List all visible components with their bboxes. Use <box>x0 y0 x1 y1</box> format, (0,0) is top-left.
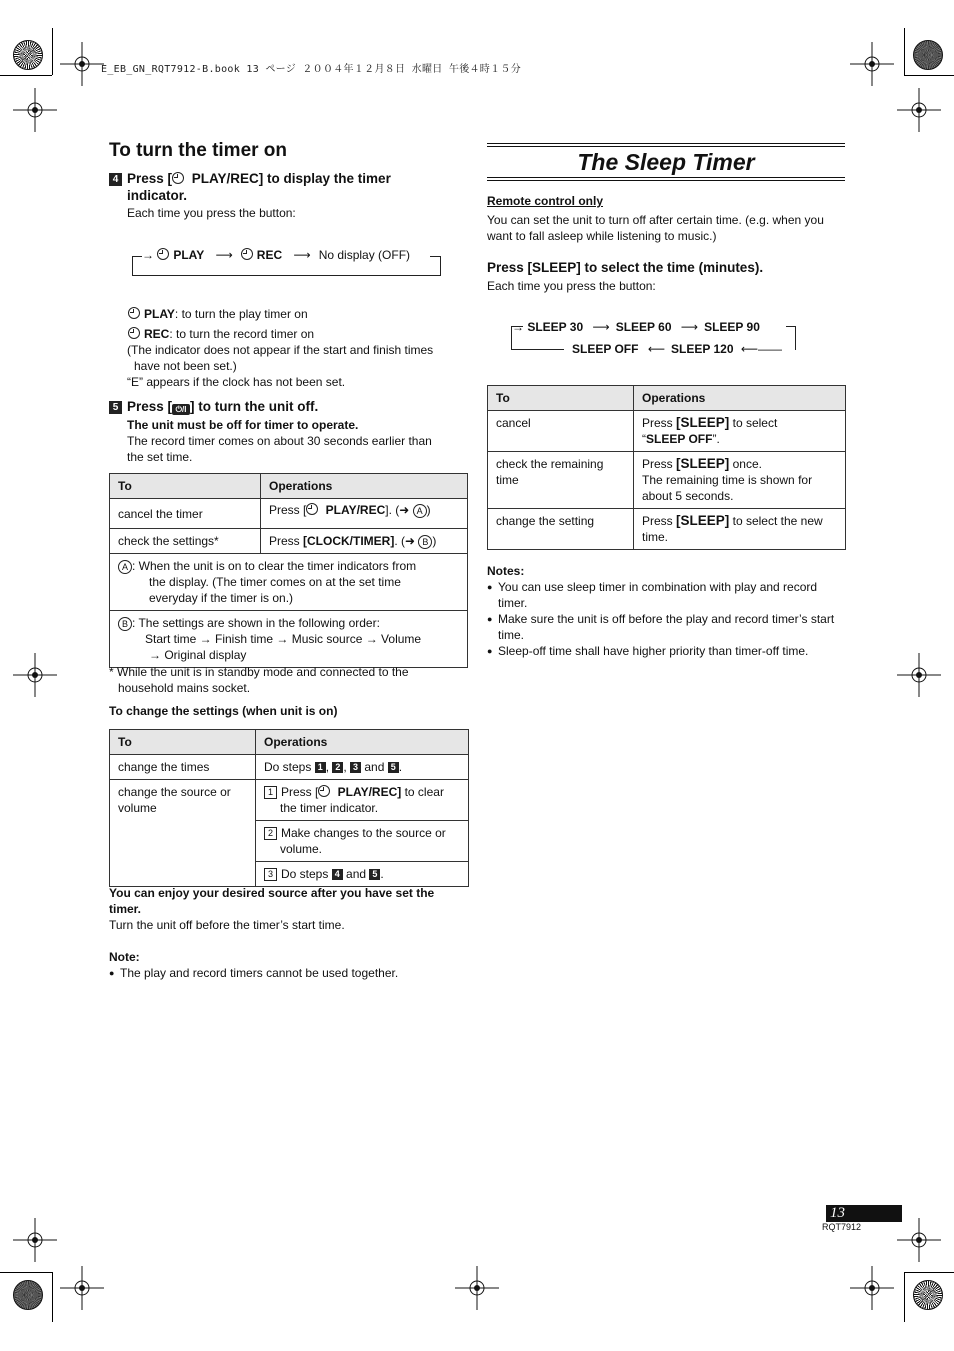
column-header: Operations <box>256 730 469 755</box>
remote-only-label: Remote control only <box>487 194 604 208</box>
crop-line <box>904 75 954 76</box>
table-cell: check the settings* <box>110 529 261 554</box>
enjoy-section: You can enjoy your desired source after you have set the timer. Turn the unit off before the timer’s start time. <box>109 886 435 932</box>
list-item: ● You can use sleep timer in combination with play and record timer. <box>487 579 845 611</box>
table-cell: 2 Make changes to the source or volume. <box>256 821 469 862</box>
cycle-row: → PLAY ⟶ REC ⟶ No display (OFF) <box>142 248 411 262</box>
note-a-marker: A <box>413 504 427 518</box>
cycle-line <box>511 349 564 350</box>
table-cell: change the setting <box>488 509 634 550</box>
cycle-line <box>132 256 133 276</box>
standby-footnote: * While the unit is in standby mode and connected to the household mains socket. <box>109 665 409 695</box>
cycle-line <box>786 326 796 327</box>
crop-line <box>904 1272 905 1322</box>
table-row <box>110 755 469 780</box>
crosshair-icon <box>13 1218 57 1262</box>
step-4-heading: 4 Press [ PLAY/REC] to display the timer indicator. <box>109 170 391 204</box>
crop-line <box>904 1272 954 1273</box>
table-row <box>110 780 469 821</box>
note-a-marker: A <box>118 560 132 574</box>
cycle-line <box>440 256 441 276</box>
registration-sunburst-icon <box>13 40 43 70</box>
list-item: ● The play and record timers cannot be used together. <box>109 965 469 981</box>
column-header: Operations <box>634 386 846 411</box>
table-cell: Press [SLEEP] to select “SLEEP OFF”. <box>634 411 846 452</box>
crop-line <box>52 1272 53 1322</box>
registration-sunburst-icon <box>913 40 943 70</box>
list-item: ● Make sure the unit is off before the play and record timer’s start time. <box>487 611 845 643</box>
cycle-sleep-60: SLEEP 60 <box>615 320 672 334</box>
list-item: ● Sleep-off time shall have higher priority than timer-off time. <box>487 643 845 659</box>
rec-description: REC: to turn the record timer on <box>128 326 314 342</box>
change-settings-table <box>109 729 469 887</box>
crosshair-icon <box>13 653 57 697</box>
sleep-timer-title-box <box>487 143 845 181</box>
table-row <box>110 499 468 529</box>
step-number: 4 <box>109 173 122 186</box>
table-cell: 3 Do steps 4 and 5 . <box>256 862 469 887</box>
table-cell: Press [SLEEP] once. The remaining time is shown for about 5 seconds. <box>634 452 846 509</box>
table-row <box>488 509 846 550</box>
table-cell: Press [ PLAY/REC]. (➜ A ) <box>261 499 468 529</box>
table-row <box>110 529 468 554</box>
table-cell: check the remaining time <box>488 452 634 509</box>
cycle-play: PLAY <box>173 248 205 262</box>
note-b-marker: B <box>418 535 432 549</box>
play-description: PLAY: to turn the play timer on <box>128 306 308 322</box>
cycle-off: No display (OFF) <box>318 248 411 262</box>
note-b-cell: B : The settings are shown in the following order: Start time → Finish time → Music source → Volume → Original display <box>110 611 468 668</box>
column-header: Operations <box>261 474 468 499</box>
table-cell: cancel <box>488 411 634 452</box>
change-settings-heading: To change the settings (when unit is on) <box>109 704 338 718</box>
clock-icon <box>172 172 184 184</box>
table-cell: change the times <box>110 755 256 780</box>
column-header: To <box>110 730 256 755</box>
column-header: To <box>488 386 634 411</box>
column-header: To <box>110 474 261 499</box>
clock-icon <box>306 503 318 515</box>
cycle-sleep-90: SLEEP 90 <box>704 320 760 334</box>
sleep-cycle-row-2: SLEEP OFF ⟵ SLEEP 120 ⟵—— <box>572 342 783 356</box>
table-cell: Press [CLOCK/TIMER]. (➜ B ) <box>261 529 468 554</box>
section-title-timer: To turn the timer on <box>109 140 288 161</box>
clock-icon <box>128 307 140 319</box>
cycle-sleep-30: SLEEP 30 <box>527 320 584 334</box>
clock-icon <box>318 785 330 797</box>
table-header-row <box>110 474 468 499</box>
step-5-heading: 5 Press [ ⏻/I ] to turn the unit off. <box>109 399 318 415</box>
crosshair-icon <box>455 1266 499 1310</box>
cycle-line <box>132 256 142 257</box>
note-a-cell: A : When the unit is on to clear the timer indicators from the display. (The timer comes on at the set time everyday if the timer is on.) <box>110 554 468 611</box>
table-note-row <box>110 554 468 611</box>
cycle-rec: REC <box>256 248 283 262</box>
table-note-row <box>110 611 468 668</box>
cycle-line <box>430 256 440 257</box>
table-cell: 1 Press [ PLAY/REC] to clear the timer indicator. <box>256 780 469 821</box>
table-cell: change the source or volume <box>110 780 256 887</box>
crosshair-icon <box>60 42 104 86</box>
crosshair-icon <box>850 42 894 86</box>
timer-operations-table <box>109 473 468 668</box>
table-cell: Press [SLEEP] to select the new time. <box>634 509 846 550</box>
crosshair-icon <box>13 88 57 132</box>
sleep-cycle-row-1: → SLEEP 30 ⟶ SLEEP 60 ⟶ SLEEP 90 <box>512 320 760 334</box>
sleep-notes: Notes: ● You can use sleep timer in combination with play and record timer. ● Make sure the unit is off before the play and record timer’s start time. ● Sleep-off time shall have higher priority than timer-off time. <box>487 563 845 659</box>
table-header-row <box>488 386 846 411</box>
cycle-sleep-120: SLEEP 120 <box>671 342 734 356</box>
step-5-body: The unit must be off for timer to operate. The record timer comes on about 30 seconds earlier than the set time. <box>127 418 432 464</box>
table-row <box>488 411 846 452</box>
crop-line <box>0 1272 52 1273</box>
clock-icon <box>241 248 253 260</box>
crosshair-icon <box>897 88 941 132</box>
note-b-marker: B <box>118 617 132 631</box>
clock-icon <box>157 248 169 260</box>
sleep-intro: You can set the unit to turn off after certain time. (e.g. when you want to fall asleep while listening to music.) <box>487 213 824 243</box>
step-4-subtext: Each time you press the button: <box>127 206 296 220</box>
document-code: RQT7912 <box>822 1222 862 1232</box>
crosshair-icon <box>897 1218 941 1262</box>
cycle-line <box>132 275 440 276</box>
crosshair-icon <box>897 653 941 697</box>
print-header-line: E_EB_GN_RQT7912-B.book 13 ページ ２００４年１２月８日 水曜日 午後４時１５分 <box>101 64 521 75</box>
indicator-note: (The indicator does not appear if the start and finish times have not been set.) “E” appears if the clock has not been set. <box>127 343 434 389</box>
table-header-row <box>110 730 469 755</box>
table-cell: cancel the timer <box>110 499 261 529</box>
clock-icon <box>128 327 140 339</box>
registration-sunburst-icon <box>13 1280 43 1310</box>
cycle-line <box>795 326 796 350</box>
crop-line <box>904 28 905 75</box>
page-number: 13 <box>826 1205 902 1222</box>
crosshair-icon <box>60 1266 104 1310</box>
cycle-sleep-off: SLEEP OFF <box>572 342 639 356</box>
crosshair-icon <box>850 1266 894 1310</box>
power-button-icon: ⏻/I <box>172 404 190 415</box>
sleep-operations-table <box>487 385 846 550</box>
press-sleep-subtext: Each time you press the button: <box>487 279 656 293</box>
section-title-sleep: The Sleep Timer <box>577 149 755 175</box>
crop-line <box>0 75 52 76</box>
step-number: 5 <box>109 401 122 414</box>
table-row <box>488 452 846 509</box>
left-note: Note: ● The play and record timers cannot be used together. <box>109 949 469 981</box>
table-cell: Do steps 1 , 2 , 3 and 5 . <box>256 755 469 780</box>
registration-sunburst-icon <box>913 1280 943 1310</box>
press-sleep-heading: Press [SLEEP] to select the time (minutes). <box>487 260 764 275</box>
crop-line <box>52 28 53 75</box>
